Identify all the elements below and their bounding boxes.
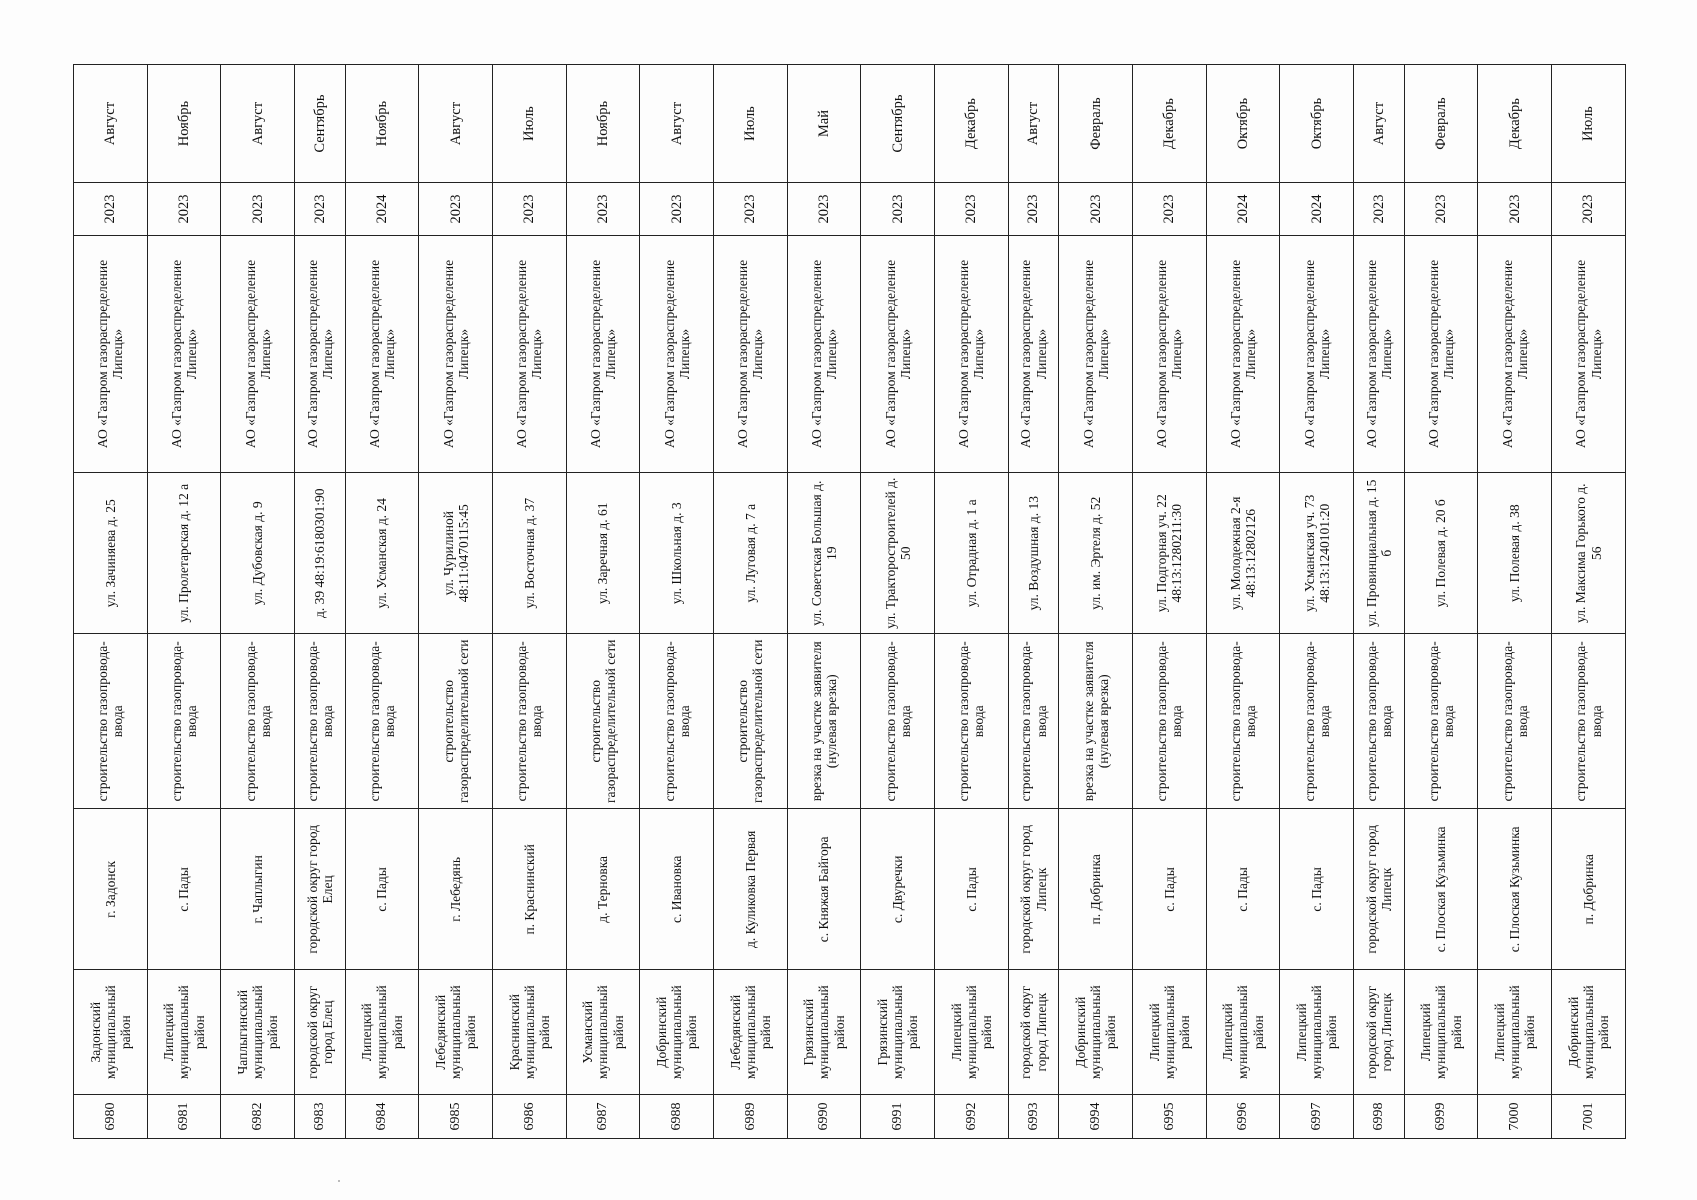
table-row xyxy=(1133,65,1207,1139)
month-cell: Август xyxy=(640,65,714,183)
locality-cell: с. Пады xyxy=(1280,809,1354,970)
district-cell: Добринский муниципальный район xyxy=(1552,970,1626,1095)
address-cell: ул. Усманская уч. 73 48:13:1240101:20 xyxy=(1280,473,1354,634)
work-type-cell: строительство газопровода-ввода xyxy=(1008,634,1059,809)
address-cell: ул. Школьная д. 3 xyxy=(640,473,714,634)
work-type-cell: строительство газопровода-ввода xyxy=(861,634,935,809)
year-cell: 2023 xyxy=(935,183,1009,236)
year-cell: 2023 xyxy=(714,183,788,236)
year-cell: 2023 xyxy=(1354,183,1405,236)
organization-cell: АО «Газпром газораспределение Липецк» xyxy=(295,235,346,472)
district-cell: Лебедянский муниципальный район xyxy=(419,970,493,1095)
work-type-cell: строительство газопровода-ввода xyxy=(147,634,221,809)
work-type-cell: строительство газопровода-ввода xyxy=(1133,634,1207,809)
work-type-cell: строительство газопровода-ввода xyxy=(1404,634,1478,809)
month-cell: Ноябрь xyxy=(345,65,419,183)
address-cell: ул. Максима Горького д. 56 xyxy=(1552,473,1626,634)
year-cell: 2023 xyxy=(1404,183,1478,236)
organization-cell: АО «Газпром газораспределение Липецк» xyxy=(1206,235,1280,472)
organization-cell: АО «Газпром газораспределение Липецк» xyxy=(861,235,935,472)
row-number-cell: 6985 xyxy=(419,1094,493,1138)
table-row xyxy=(147,65,221,1139)
work-type-cell: строительство газопровода-ввода xyxy=(493,634,567,809)
organization-cell: АО «Газпром газораспределение Липецк» xyxy=(935,235,1009,472)
work-type-cell: строительство газопровода-ввода xyxy=(74,634,148,809)
table-row xyxy=(935,65,1009,1139)
locality-cell: городской округ город Елец xyxy=(295,809,346,970)
work-type-cell: врезка на участке заявителя (нулевая врезка) xyxy=(787,634,861,809)
work-type-cell: строительство газопровода-ввода xyxy=(295,634,346,809)
work-type-cell: строительство газопровода-ввода xyxy=(221,634,295,809)
work-type-cell: строительство газопровода-ввода xyxy=(1280,634,1354,809)
table-row xyxy=(714,65,788,1139)
year-cell: 2023 xyxy=(147,183,221,236)
district-cell: городской округ город Елец xyxy=(295,970,346,1095)
district-cell: Липецкий муниципальный район xyxy=(1280,970,1354,1095)
row-number-cell: 6989 xyxy=(714,1094,788,1138)
month-cell: Август xyxy=(74,65,148,183)
address-cell: ул. им. Эртеля д. 52 xyxy=(1059,473,1133,634)
month-cell: Ноябрь xyxy=(566,65,640,183)
district-cell: Липецкий муниципальный район xyxy=(1404,970,1478,1095)
row-number-cell: 6996 xyxy=(1206,1094,1280,1138)
organization-cell: АО «Газпром газораспределение Липецк» xyxy=(1552,235,1626,472)
table-row xyxy=(787,65,861,1139)
locality-cell: городской округ город Липецк xyxy=(1354,809,1405,970)
locality-cell: с. Пады xyxy=(1133,809,1207,970)
month-cell: Сентябрь xyxy=(861,65,935,183)
district-cell: городской округ город Липецк xyxy=(1008,970,1059,1095)
table-row xyxy=(493,65,567,1139)
row-number-cell: 6994 xyxy=(1059,1094,1133,1138)
locality-cell: с. Пады xyxy=(345,809,419,970)
address-cell: ул. Тракторостроителей д. 50 xyxy=(861,473,935,634)
month-cell: Июль xyxy=(493,65,567,183)
work-type-cell: строительство газораспределительной сети xyxy=(714,634,788,809)
address-cell: ул. Зачиняева д. 25 xyxy=(74,473,148,634)
row-number-cell: 6999 xyxy=(1404,1094,1478,1138)
table-row xyxy=(1404,65,1478,1139)
address-cell: ул. Молодежная 2-я 48:13:12802126 xyxy=(1206,473,1280,634)
year-cell: 2023 xyxy=(221,183,295,236)
year-cell: 2023 xyxy=(861,183,935,236)
month-cell: Февраль xyxy=(1059,65,1133,183)
district-cell: Лебедянский муниципальный район xyxy=(714,970,788,1095)
year-cell: 2023 xyxy=(1552,183,1626,236)
locality-cell: с. Ивановка xyxy=(640,809,714,970)
locality-cell: г. Лебедянь xyxy=(419,809,493,970)
row-number-cell: 6995 xyxy=(1133,1094,1207,1138)
row-number-cell: 6990 xyxy=(787,1094,861,1138)
row-number-cell: 6997 xyxy=(1280,1094,1354,1138)
organization-cell: АО «Газпром газораспределение Липецк» xyxy=(345,235,419,472)
month-cell: Декабрь xyxy=(1133,65,1207,183)
row-number-cell: 6980 xyxy=(74,1094,148,1138)
table-row xyxy=(861,65,935,1139)
work-type-cell: врезка на участке заявителя (нулевая врезка) xyxy=(1059,634,1133,809)
district-cell: Краснинский муниципальный район xyxy=(493,970,567,1095)
locality-cell: д. Терновка xyxy=(566,809,640,970)
row-number-cell: 6981 xyxy=(147,1094,221,1138)
year-cell: 2023 xyxy=(1059,183,1133,236)
row-number-cell: 6987 xyxy=(566,1094,640,1138)
year-cell: 2023 xyxy=(566,183,640,236)
work-type-cell: строительство газопровода-ввода xyxy=(1478,634,1552,809)
month-cell: Октябрь xyxy=(1280,65,1354,183)
organization-cell: АО «Газпром газораспределение Липецк» xyxy=(1478,235,1552,472)
locality-cell: с. Княжая Байгора xyxy=(787,809,861,970)
row-number-cell: 6983 xyxy=(295,1094,346,1138)
row-number-cell: 6993 xyxy=(1008,1094,1059,1138)
table-row xyxy=(1206,65,1280,1139)
locality-cell: п. Добринка xyxy=(1552,809,1626,970)
address-cell: д. 39 48:19:6180301:90 xyxy=(295,473,346,634)
row-number-cell: 6984 xyxy=(345,1094,419,1138)
scan-speck xyxy=(338,1180,340,1182)
organization-cell: АО «Газпром газораспределение Липецк» xyxy=(147,235,221,472)
organization-cell: АО «Газпром газораспределение Липецк» xyxy=(74,235,148,472)
organization-cell: АО «Газпром газораспределение Липецк» xyxy=(714,235,788,472)
row-number-cell: 6982 xyxy=(221,1094,295,1138)
work-type-cell: строительство газопровода-ввода xyxy=(1206,634,1280,809)
locality-cell: с. Пады xyxy=(1206,809,1280,970)
month-cell: Август xyxy=(1354,65,1405,183)
organization-cell: АО «Газпром газораспределение Липецк» xyxy=(1059,235,1133,472)
locality-cell: г. Чаплыгин xyxy=(221,809,295,970)
work-type-cell: строительство газораспределительной сети xyxy=(419,634,493,809)
address-cell: ул. Заречная д. 61 xyxy=(566,473,640,634)
year-cell: 2023 xyxy=(419,183,493,236)
work-type-cell: строительство газопровода-ввода xyxy=(1354,634,1405,809)
row-number-cell: 6998 xyxy=(1354,1094,1405,1138)
month-cell: Декабрь xyxy=(1478,65,1552,183)
organization-cell: АО «Газпром газораспределение Липецк» xyxy=(419,235,493,472)
year-cell: 2023 xyxy=(1133,183,1207,236)
work-type-cell: строительство газораспределительной сети xyxy=(566,634,640,809)
district-cell: Липецкий муниципальный район xyxy=(1478,970,1552,1095)
row-number-cell: 6988 xyxy=(640,1094,714,1138)
month-cell: Август xyxy=(419,65,493,183)
organization-cell: АО «Газпром газораспределение Липецк» xyxy=(493,235,567,472)
table-row xyxy=(419,65,493,1139)
month-cell: Февраль xyxy=(1404,65,1478,183)
organization-cell: АО «Газпром газораспределение Липецк» xyxy=(1133,235,1207,472)
year-cell: 2024 xyxy=(345,183,419,236)
month-cell: Декабрь xyxy=(935,65,1009,183)
year-cell: 2023 xyxy=(640,183,714,236)
district-cell: Липецкий муниципальный район xyxy=(935,970,1009,1095)
work-type-cell: строительство газопровода-ввода xyxy=(935,634,1009,809)
table-row xyxy=(221,65,295,1139)
district-cell: Добринский муниципальный район xyxy=(640,970,714,1095)
table-row xyxy=(1478,65,1552,1139)
organization-cell: АО «Газпром газораспределение Липецк» xyxy=(1354,235,1405,472)
row-number-cell: 6991 xyxy=(861,1094,935,1138)
district-cell: Усманский муниципальный район xyxy=(566,970,640,1095)
locality-cell: с. Пады xyxy=(147,809,221,970)
organization-cell: АО «Газпром газораспределение Липецк» xyxy=(1404,235,1478,472)
month-cell: Август xyxy=(1008,65,1059,183)
address-cell: ул. Чурилиной 48:11:0470115:45 xyxy=(419,473,493,634)
table-row xyxy=(1354,65,1405,1139)
gas-connection-schedule-table xyxy=(73,64,1626,1139)
row-number-cell: 6986 xyxy=(493,1094,567,1138)
table-row xyxy=(1008,65,1059,1139)
table-row xyxy=(1059,65,1133,1139)
row-number-cell: 7001 xyxy=(1552,1094,1626,1138)
district-cell: Грязинский муниципальный район xyxy=(787,970,861,1095)
table-row xyxy=(295,65,346,1139)
table-row xyxy=(1552,65,1626,1139)
district-cell: Липецкий муниципальный район xyxy=(1133,970,1207,1095)
address-cell: ул. Усманская д. 24 xyxy=(345,473,419,634)
organization-cell: АО «Газпром газораспределение Липецк» xyxy=(221,235,295,472)
locality-cell: д. Куликовка Первая xyxy=(714,809,788,970)
address-cell: ул. Советская Большая д. 19 xyxy=(787,473,861,634)
month-cell: Август xyxy=(221,65,295,183)
organization-cell: АО «Газпром газораспределение Липецк» xyxy=(1280,235,1354,472)
locality-cell: п. Краснинский xyxy=(493,809,567,970)
organization-cell: АО «Газпром газораспределение Липецк» xyxy=(1008,235,1059,472)
year-cell: 2023 xyxy=(787,183,861,236)
table-row xyxy=(345,65,419,1139)
address-cell: ул. Отрадная д. 1 а xyxy=(935,473,1009,634)
organization-cell: АО «Газпром газораспределение Липецк» xyxy=(787,235,861,472)
year-cell: 2023 xyxy=(1478,183,1552,236)
address-cell: ул. Полевая д. 38 xyxy=(1478,473,1552,634)
organization-cell: АО «Газпром газораспределение Липецк» xyxy=(640,235,714,472)
month-cell: Ноябрь xyxy=(147,65,221,183)
address-cell: ул. Восточная д. 37 xyxy=(493,473,567,634)
month-cell: Октябрь xyxy=(1206,65,1280,183)
address-cell: ул. Воздушная д. 13 xyxy=(1008,473,1059,634)
address-cell: ул. Провинциальная д. 15 б xyxy=(1354,473,1405,634)
year-cell: 2024 xyxy=(1280,183,1354,236)
organization-cell: АО «Газпром газораспределение Липецк» xyxy=(566,235,640,472)
locality-cell: г. Задонск xyxy=(74,809,148,970)
table-row xyxy=(640,65,714,1139)
year-cell: 2023 xyxy=(1008,183,1059,236)
locality-cell: с. Плоская Кузьминка xyxy=(1404,809,1478,970)
row-number-cell: 7000 xyxy=(1478,1094,1552,1138)
district-cell: Чаплыгинский муниципальный район xyxy=(221,970,295,1095)
work-type-cell: строительство газопровода-ввода xyxy=(640,634,714,809)
district-cell: Липецкий муниципальный район xyxy=(345,970,419,1095)
rotated-table-container xyxy=(73,64,1626,1139)
address-cell: ул. Дубовская д. 9 xyxy=(221,473,295,634)
year-cell: 2023 xyxy=(493,183,567,236)
locality-cell: с. Плоская Кузьминка xyxy=(1478,809,1552,970)
table-row xyxy=(1280,65,1354,1139)
year-cell: 2024 xyxy=(1206,183,1280,236)
locality-cell: с. Двуречки xyxy=(861,809,935,970)
locality-cell: городской округ город Липецк xyxy=(1008,809,1059,970)
year-cell: 2023 xyxy=(74,183,148,236)
month-cell: Сентябрь xyxy=(295,65,346,183)
month-cell: Май xyxy=(787,65,861,183)
address-cell: ул. Подгорная уч. 22 48:13:1280211:30 xyxy=(1133,473,1207,634)
district-cell: Липецкий муниципальный район xyxy=(1206,970,1280,1095)
work-type-cell: строительство газопровода-ввода xyxy=(345,634,419,809)
address-cell: ул. Полевая д. 20 б xyxy=(1404,473,1478,634)
district-cell: Задонский муниципальный район xyxy=(74,970,148,1095)
district-cell: городской округ город Липецк xyxy=(1354,970,1405,1095)
year-cell: 2023 xyxy=(295,183,346,236)
district-cell: Добринский муниципальный район xyxy=(1059,970,1133,1095)
address-cell: ул. Луговая д. 7 а xyxy=(714,473,788,634)
district-cell: Грязинский муниципальный район xyxy=(861,970,935,1095)
table-row xyxy=(566,65,640,1139)
table-row xyxy=(74,65,148,1139)
locality-cell: с. Пады xyxy=(935,809,1009,970)
district-cell: Липецкий муниципальный район xyxy=(147,970,221,1095)
locality-cell: п. Добринка xyxy=(1059,809,1133,970)
row-number-cell: 6992 xyxy=(935,1094,1009,1138)
month-cell: Июль xyxy=(1552,65,1626,183)
address-cell: ул. Пролетарская д. 12 а xyxy=(147,473,221,634)
month-cell: Июль xyxy=(714,65,788,183)
work-type-cell: строительство газопровода-ввода xyxy=(1552,634,1626,809)
table-body xyxy=(74,65,1626,1139)
